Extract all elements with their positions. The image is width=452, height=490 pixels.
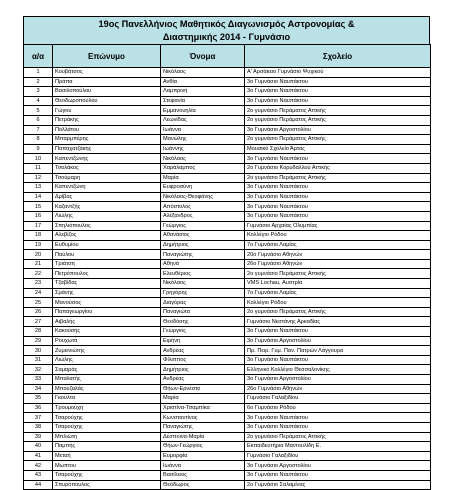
cell-index: 28 (24, 327, 53, 337)
cell-surname: Λιώλης (53, 355, 161, 365)
table-row (24, 192, 431, 202)
cell-first-name: Νικόλαος-Θεοφάνης (161, 192, 245, 202)
cell-first-name: Μαρία (161, 173, 245, 183)
cell-first-name: Δημήτριος (161, 240, 245, 250)
cell-school: 3ο Γυμνάσιο Ναυπάκτου (245, 87, 431, 97)
cell-surname: Τσαρούχης (53, 413, 161, 423)
table-row (24, 154, 431, 164)
table-row (24, 480, 431, 490)
cell-school: Γυμνάσιο Νεστάνης Αρκαδίας (245, 317, 431, 327)
cell-index: 24 (24, 288, 53, 298)
cell-index: 25 (24, 298, 53, 308)
cell-first-name: Ανθία (161, 77, 245, 87)
cell-school: 2ο γυμνάσιο Περάματος Αττικής (245, 307, 431, 317)
cell-first-name: Ειρήνη (161, 336, 245, 346)
cell-surname: Πολλάτου (53, 125, 161, 135)
cell-surname: Ζυμεινιώτης (53, 346, 161, 356)
cell-first-name: Αθηνά (161, 259, 245, 269)
cell-surname: Σαμαράς (53, 365, 161, 375)
table-row (24, 240, 431, 250)
cell-surname: Βασιλοπούλου (53, 87, 161, 97)
cell-surname: Καζαντζής (53, 202, 161, 212)
table-body (24, 68, 431, 490)
table-row (24, 173, 431, 183)
cell-index: 11 (24, 163, 53, 173)
cell-school: 3ο Γυμνάσιο Ναυπάκτου (245, 327, 431, 337)
cell-school: 3ο Γυμνάσιο Αργοστολίου (245, 336, 431, 346)
table-row (24, 77, 431, 87)
cell-first-name: Δέσποινα-Μαρία (161, 432, 245, 442)
table-row (24, 365, 431, 375)
cell-first-name: Απόστολος (161, 202, 245, 212)
cell-first-name: Λεωνίδας (161, 115, 245, 125)
cell-index: 20 (24, 250, 53, 260)
cell-school: 3ο Γυμνάσιο Ναυπάκτου (245, 77, 431, 87)
cell-index: 18 (24, 231, 53, 241)
cell-index: 8 (24, 135, 53, 145)
cell-index: 38 (24, 422, 53, 432)
cell-surname: Μωπτου (53, 461, 161, 471)
cell-index: 34 (24, 384, 53, 394)
table-row (24, 384, 431, 394)
table-row (24, 461, 431, 471)
cell-first-name: Χαράλαμπος (161, 163, 245, 173)
cell-surname: Παμπής (53, 442, 161, 452)
table-row (24, 394, 431, 404)
cell-school: Κολλέγιο Ρόδου (245, 298, 431, 308)
cell-index: 17 (24, 221, 53, 231)
cell-index: 36 (24, 403, 53, 413)
cell-school: 3ο Γυμνάσιο Ναυπάκτου (245, 183, 431, 193)
cell-index: 15 (24, 202, 53, 212)
cell-first-name: Παναγιώτα (161, 307, 245, 317)
cell-index: 30 (24, 346, 53, 356)
cell-first-name: Διαγόρας (161, 298, 245, 308)
cell-first-name: Ιωάννης (161, 144, 245, 154)
cell-first-name: Νικόλαος (161, 154, 245, 164)
cell-first-name: Λαμπρινή (161, 87, 245, 97)
cell-surname: Κουβάτσος (53, 68, 161, 78)
title-line-2: Διαστημικής 2014 - Γυμνάσιο (162, 32, 291, 42)
cell-index: 31 (24, 355, 53, 365)
cell-index: 40 (24, 442, 53, 452)
table-row (24, 298, 431, 308)
table-row (24, 221, 431, 231)
table-row (24, 68, 431, 78)
results-sheet (23, 16, 430, 490)
cell-surname: Μανούσος (53, 298, 161, 308)
table-row (24, 250, 431, 260)
table-row (24, 327, 431, 337)
cell-index: 10 (24, 154, 53, 164)
cell-school: 2ο Γυμνάσιο Σαλαμίνας (245, 480, 431, 490)
cell-first-name: Γρηγόρης (161, 288, 245, 298)
cell-school: Πρ. Πειρ. Γυμ. Παν. Πατρών Λάγγουρα (245, 346, 431, 356)
cell-surname: Μπαρμπέρης (53, 135, 161, 145)
cell-index: 43 (24, 470, 53, 480)
cell-school: 3ο Γυμνάσιο Ναυπάκτου (245, 154, 431, 164)
cell-index: 6 (24, 115, 53, 125)
table-row (24, 403, 431, 413)
cell-index: 7 (24, 125, 53, 135)
cell-surname: Σπυρόπουλος (53, 480, 161, 490)
cell-school: 7ο Γυμνάσιο Λαμίας (245, 240, 431, 250)
cell-surname: Μεταή (53, 451, 161, 461)
table-row (24, 317, 431, 327)
cell-surname: Σμάνης (53, 288, 161, 298)
header-row (24, 45, 431, 68)
cell-surname: Τσαρούχης (53, 422, 161, 432)
cell-surname: Τρουμούχη (53, 403, 161, 413)
cell-school: 2ο γυμνάσιο Περάματος Αττικής (245, 135, 431, 145)
cell-first-name: Αθανάσιος (161, 231, 245, 241)
table-row (24, 355, 431, 365)
cell-surname: Ρουχωτά (53, 336, 161, 346)
table-row (24, 451, 431, 461)
table-row (24, 211, 431, 221)
table-row (24, 163, 431, 173)
cell-index: 4 (24, 96, 53, 106)
cell-school: VMS Lochau, Αυστρία (245, 279, 431, 289)
cell-first-name: Παναγιώτης (161, 250, 245, 260)
cell-index: 23 (24, 279, 53, 289)
table-row (24, 259, 431, 269)
cell-surname: Καπεντζώνη (53, 183, 161, 193)
cell-surname: Πράπα (53, 77, 161, 87)
cell-first-name: Ευμορφία (161, 451, 245, 461)
cell-surname: Παύλου (53, 250, 161, 260)
cell-first-name: Θήων-Γεώργιος (161, 442, 245, 452)
cell-first-name: Μαρία (161, 394, 245, 404)
table-row (24, 413, 431, 423)
header-school: Σχολείο (245, 45, 431, 68)
table-row (24, 307, 431, 317)
cell-school: Ελληνικό Κολλέγιο Θεσσαλονίκης (245, 365, 431, 375)
cell-school: 2ο γυμνάσιο Περάματος Αττικής (245, 106, 431, 116)
cell-index: 1 (24, 68, 53, 78)
cell-school: 6ο Γυμνάσιο Ρόδου (245, 403, 431, 413)
cell-first-name: Βασίλειος (161, 470, 245, 480)
cell-index: 29 (24, 336, 53, 346)
cell-index: 44 (24, 480, 53, 490)
cell-first-name: Εμμανουηλία (161, 106, 245, 116)
cell-school: 3ο Γυμνάσιο Ναυπάκτου (245, 202, 431, 212)
cell-school: 3ο Γυμνάσιο Ναυπάκτου (245, 96, 431, 106)
cell-surname: Μπαλατής (53, 375, 161, 385)
cell-index: 42 (24, 461, 53, 471)
cell-surname: Δρίβας (53, 192, 161, 202)
cell-school: 3ο Γυμνάσιο Αργοστολίου (245, 375, 431, 385)
cell-index: 41 (24, 451, 53, 461)
table-row (24, 336, 431, 346)
cell-index: 3 (24, 87, 53, 97)
cell-school: 3ο Γυμνάσιο Ναυπάκτου (245, 355, 431, 365)
cell-first-name: Κωνσταντίνος (161, 413, 245, 423)
cell-surname: Πετρόπουλος (53, 269, 161, 279)
cell-surname: Παπαγεωργίου (53, 307, 161, 317)
sheet-title (23, 16, 430, 44)
cell-surname: Πετράκης (53, 115, 161, 125)
cell-school: 2ο γυμνάσιο Περάματος Αττικής (245, 432, 431, 442)
table-row (24, 288, 431, 298)
table-row (24, 125, 431, 135)
table-row (24, 106, 431, 116)
cell-first-name: Στεφανία (161, 96, 245, 106)
cell-surname: Κακούσης (53, 327, 161, 337)
cell-surname: Αιβαλής (53, 317, 161, 327)
cell-first-name: Θεοδόσης (161, 317, 245, 327)
table-row (24, 375, 431, 385)
cell-first-name: Μανώλης (161, 135, 245, 145)
cell-surname: Μπουζαλάς (53, 384, 161, 394)
cell-first-name: Ιωάννα (161, 125, 245, 135)
cell-surname: Λιώλης (53, 211, 161, 221)
cell-surname: Τσολάκος (53, 163, 161, 173)
cell-school: Α' Αρσάκειο Γυμνάσιο Ψυχικού (245, 68, 431, 78)
cell-first-name: Ανδρέας (161, 375, 245, 385)
cell-index: 37 (24, 413, 53, 423)
table-row (24, 432, 431, 442)
cell-surname: Γκούλτα (53, 394, 161, 404)
cell-first-name: Αλέξανδρος (161, 211, 245, 221)
cell-index: 14 (24, 192, 53, 202)
table-row (24, 442, 431, 452)
cell-school: 3ο Γυμνάσιο Αργοστολίου (245, 461, 431, 471)
cell-surname: Τσαρούχης (53, 470, 161, 480)
table-row (24, 183, 431, 193)
cell-surname: Γώγου (53, 106, 161, 116)
cell-index: 2 (24, 77, 53, 87)
cell-first-name: Χριστίνα-Τσαμπίκα (161, 403, 245, 413)
cell-surname: Καπεντζώνης (53, 154, 161, 164)
cell-surname: Τσούμαρη (53, 173, 161, 183)
cell-school: 26ο Γυμνάσιο Αθηνών (245, 384, 431, 394)
cell-surname: Τζαβίδας (53, 279, 161, 289)
cell-school: 2ο γυμνάσιο Περάματος Αττικής (245, 269, 431, 279)
cell-school: 2ο Γυμνάσιο Κορυδαλλού Αττικής (245, 163, 431, 173)
cell-surname: Μπλιώτη (53, 432, 161, 442)
cell-index: 16 (24, 211, 53, 221)
cell-school: Γυμνάσιο Γαλαξιδίου (245, 394, 431, 404)
cell-school: 3ο Γυμνάσιο Ναυπάκτου (245, 422, 431, 432)
cell-index: 22 (24, 269, 53, 279)
cell-surname: Θεοδωροπούλου (53, 96, 161, 106)
title-line-1: 19ος Πανελλήνιος Μαθητικός Διαγωνισμός Αστρονομίας & (98, 19, 355, 29)
cell-first-name: Δημήτριος (161, 365, 245, 375)
cell-first-name: Φίλιππος (161, 355, 245, 365)
cell-first-name: Θεόδωρος (161, 480, 245, 490)
cell-first-name: Γεώργιος (161, 221, 245, 231)
table-row (24, 115, 431, 125)
cell-school: 3ο Γυμνάσιο Ναυπάκτου (245, 470, 431, 480)
table-row (24, 422, 431, 432)
table-row (24, 96, 431, 106)
table-row (24, 144, 431, 154)
table-row (24, 87, 431, 97)
table-row (24, 470, 431, 480)
table-row (24, 279, 431, 289)
cell-surname: Παπαχατζάκης (53, 144, 161, 154)
cell-index: 33 (24, 375, 53, 385)
table-row (24, 135, 431, 145)
cell-index: 32 (24, 365, 53, 375)
cell-school: 7ο Γυμνάσιο Λαμίας (245, 288, 431, 298)
cell-first-name: Θήων-Ερνέστο (161, 384, 245, 394)
cell-surname: Ευθυμίου (53, 240, 161, 250)
cell-index: 13 (24, 183, 53, 193)
cell-first-name: Γεώργιος (161, 327, 245, 337)
cell-school: 20ο Γυμνάσιο Αθηνών (245, 250, 431, 260)
cell-school: Μουσικό Σχολείο Άρτας (245, 144, 431, 154)
cell-school: 3ο Γυμνάσιο Ναυπάκτου (245, 192, 431, 202)
cell-school: Εκπαιδευτήρια Μαντουλίδη Ε. (245, 442, 431, 452)
cell-index: 12 (24, 173, 53, 183)
cell-first-name: Ιωάννα (161, 461, 245, 471)
cell-school: 3ο Γυμνάσιο Αργοστολίου (245, 125, 431, 135)
cell-index: 9 (24, 144, 53, 154)
cell-index: 21 (24, 259, 53, 269)
cell-school: 2ο γυμνάσιο Περάματος Αττικής (245, 173, 431, 183)
cell-school: 26ο Γυμνάσιο Αθηνών (245, 259, 431, 269)
cell-index: 35 (24, 394, 53, 404)
cell-surname: Σπηλιόπουλος (53, 221, 161, 231)
table-row (24, 269, 431, 279)
table-row (24, 346, 431, 356)
header-surname: Επώνυμο (53, 45, 161, 68)
cell-school: Γυμνάσιο Αρχαίας Ολυμπίας (245, 221, 431, 231)
cell-first-name: Ανδρέας (161, 346, 245, 356)
cell-index: 5 (24, 106, 53, 116)
cell-first-name: Νικόλαος (161, 68, 245, 78)
cell-school: 3ο Γυμνάσιο Ναυπάκτου (245, 211, 431, 221)
cell-first-name: Παναγιώτης (161, 422, 245, 432)
cell-first-name: Νικόλαος (161, 279, 245, 289)
results-table (23, 44, 431, 490)
cell-first-name: Ελευθέριος (161, 269, 245, 279)
cell-surname: Αλεβίζος (53, 231, 161, 241)
cell-index: 27 (24, 317, 53, 327)
header-index: α/α (24, 45, 53, 68)
header-first-name: Όνομα (161, 45, 245, 68)
table-row (24, 231, 431, 241)
cell-school: Γυμνάσιο Γαλαξιδίου (245, 451, 431, 461)
cell-school: Κολλέγιο Ρόδου (245, 231, 431, 241)
cell-index: 19 (24, 240, 53, 250)
cell-index: 39 (24, 432, 53, 442)
cell-index: 26 (24, 307, 53, 317)
cell-school: 3ο Γυμνάσιο Ναυπάκτου (245, 413, 431, 423)
table-row (24, 202, 431, 212)
cell-surname: Τριάτση (53, 259, 161, 269)
cell-first-name: Ευφροσύνη (161, 183, 245, 193)
cell-school: 2ο γυμνάσιο Περάματος Αττικής (245, 115, 431, 125)
